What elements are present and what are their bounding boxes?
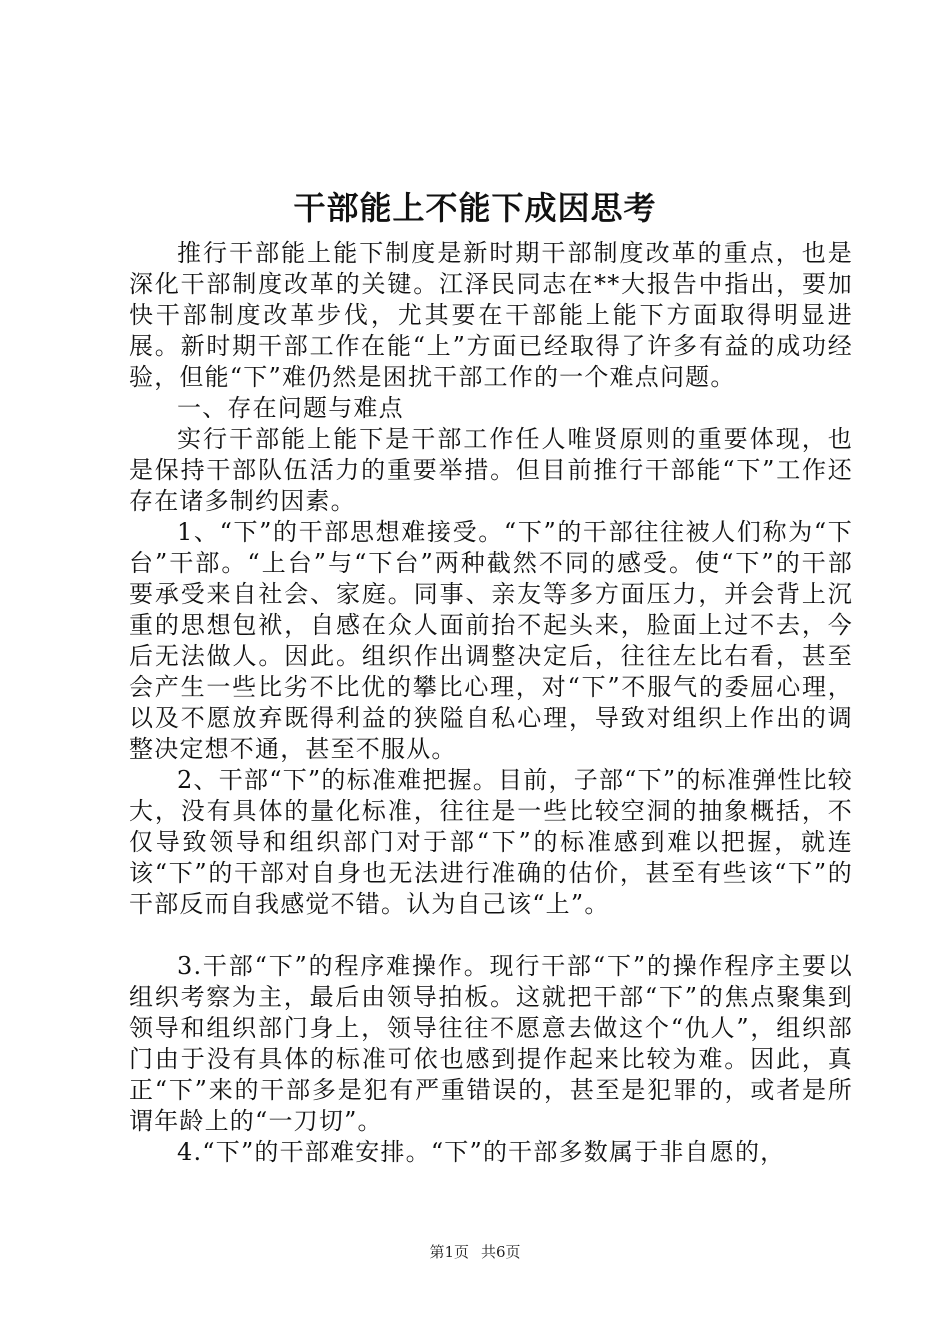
- document-title: 干部能上不能下成因思考: [293, 189, 657, 227]
- section-heading: 一、存在问题与难点: [177, 394, 404, 422]
- paragraph-point-2: 2、干部“下”的标准难把握。目前，子部“下”的标准弹性比较大，没有具体的量化标准，往往是一些比较空洞的抽象概括，不仅导致领导和组织部门对于部“下”的标准感到难以把握，就连该“下”的干部对自身也无法进行准确的估价，甚至有些该“下”的干部反而自我感觉不错。认为自己该“上”。: [129, 766, 853, 918]
- paragraph-point-1: 1、“下”的干部思想难接受。“下”的干部往往被人们称为“下台”干部。“上台”与“下台”两种截然不同的感受。使“下”的干部要承受来自社会、家庭。同事、亲友等多方面压力，并会背上沉重的思想包袱，自感在众人面前抬不起头来，脸面上过不去，今后无法做人。因此。组织作出调整决定后，往往左比右看，甚至会产生一些比劣不比优的攀比心理，对“下”不服气的委屈心理，以及不愿放弃既得利益的狭隘自私心理，导致对组织上作出的调整决定想不通，甚至不服从。: [129, 518, 853, 763]
- paragraph-section-intro: 实行干部能上能下是干部工作任人唯贤原则的重要体现，也是保持干部队伍活力的重要举措。但目前推行干部能“下”工作还存在诸多制约因素。: [129, 425, 853, 515]
- page-number: 第1页: [429, 1243, 469, 1261]
- page-total: 共6页: [481, 1243, 521, 1261]
- document-body: [129, 238, 853, 1168]
- page-footer: [0, 1242, 950, 1262]
- paragraph-point-4: 4.“下”的干部难安排。“下”的干部多数属于非自愿的，: [177, 1138, 786, 1166]
- paragraph-point-3: 3.干部“下”的程序难操作。现行干部“下”的操作程序主要以组织考察为主，最后由领导拍板。这就把干部“下”的焦点聚集到领导和组织部门身上，领导往往不愿意去做这个“仇人”，组织部门由于没有具体的标准可依也感到提作起来比较为难。因此，真正“下”来的干部多是犯有严重错误的，甚至是犯罪的，或者是所谓年龄上的“一刀切”。: [129, 952, 853, 1135]
- paragraph-intro: 推行干部能上能下制度是新时期干部制度改革的重点，也是深化干部制度改革的关键。江泽民同志在**大报告中指出，要加快干部制度改革步伐，尤其要在干部能上能下方面取得明显进展。新时期干部工作在能“上”方面已经取得了许多有益的成功经验，但能“下”难仍然是困扰干部工作的一个难点问题。: [129, 239, 853, 391]
